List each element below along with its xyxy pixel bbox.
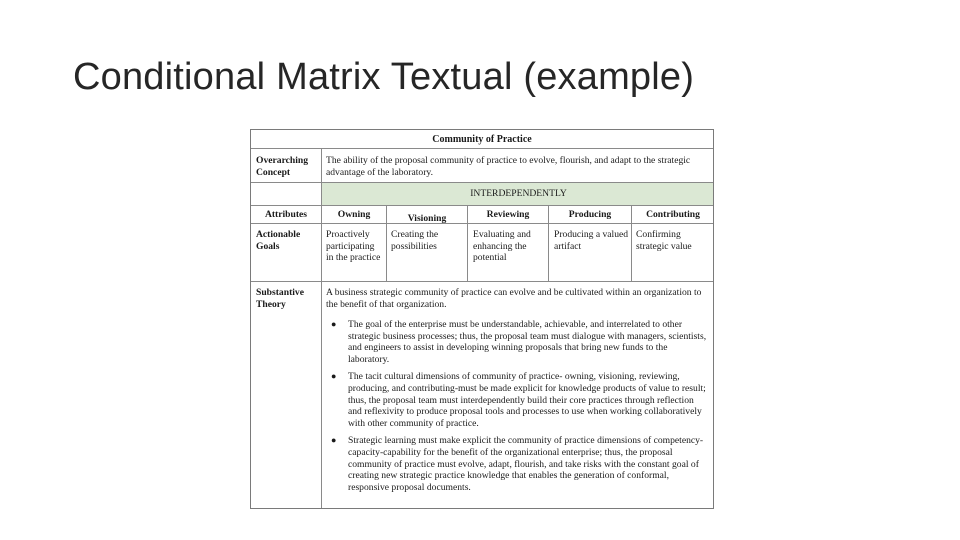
bullet-icon: ●	[331, 319, 337, 329]
column-header-reviewing: Reviewing	[486, 209, 530, 220]
substantive-theory-bullets	[326, 319, 710, 499]
overarching-concept-label: Overarching Concept	[256, 155, 309, 178]
actionable-cell-owning: Proactively participating in the practice	[326, 229, 381, 264]
bullet-icon: ●	[331, 371, 337, 382]
column-header-producing: Producing	[568, 209, 612, 220]
substantive-theory-label: Substantive Theory	[256, 287, 304, 310]
column-header-contributing: Contributing	[646, 209, 700, 220]
slide-title: Conditional Matrix Textual (example)	[73, 56, 695, 98]
actionable-cell-visioning: Creating the possibilities	[391, 229, 439, 252]
actionable-cell-contributing: Confirming strategic value	[636, 229, 692, 252]
substantive-theory-intro: A business strategic community of practice can evolve and be cultivated within an organization to the benefit of that organization.	[326, 287, 702, 310]
theory-bullet-text: The goal of the enterprise must be understandable, achievable, and interrelated to other strategic business processes; thus, the proposal team must dialogue with managers, scientists, and engineers to assist in developing winning proposals that bring new funds to the laboratory.	[348, 319, 707, 365]
list-item	[326, 371, 710, 429]
bullet-icon: ●	[331, 435, 337, 446]
list-item	[326, 319, 710, 365]
actionable-goals-label: Actionable Goals	[256, 229, 301, 252]
column-header-visioning: Visioning	[407, 213, 447, 224]
actionable-cell-producing: Producing a valued artifact	[554, 229, 629, 252]
conditional-matrix-table	[250, 129, 714, 509]
actionable-cell-reviewing: Evaluating and enhancing the potential	[473, 229, 531, 264]
table-header: Community of Practice	[432, 134, 532, 145]
interdependently-label: INTERDEPENDENTLY	[470, 188, 567, 199]
overarching-concept-text: The ability of the proposal community of practice to evolve, flourish, and adapt to the strategic advantage of the laboratory.	[326, 155, 691, 178]
theory-bullet-text: The tacit cultural dimensions of community of practice- owning, visioning, reviewing, producing, and contributing-must be made explicit for knowledge products of value to result; thus, the proposal team must interdependently build their core practices through reflection and reflexivity to produce proposal tools and processes to use when working collaboratively with other community of practice.	[348, 371, 706, 429]
list-item	[326, 435, 710, 493]
theory-bullet-text: Strategic learning must make explicit the community of practice dimensions of competency-capacity-capability for the benefit of the organizational enterprise; thus, the proposal community of practice must evolve, adapt, flourish, and take risks with the constant goal of creating new strategic practice knowledge that enables the generation of conformal, responsive proposal documents.	[348, 435, 704, 493]
column-header-owning: Owning	[337, 209, 371, 220]
column-header-attributes: Attributes	[264, 209, 308, 220]
